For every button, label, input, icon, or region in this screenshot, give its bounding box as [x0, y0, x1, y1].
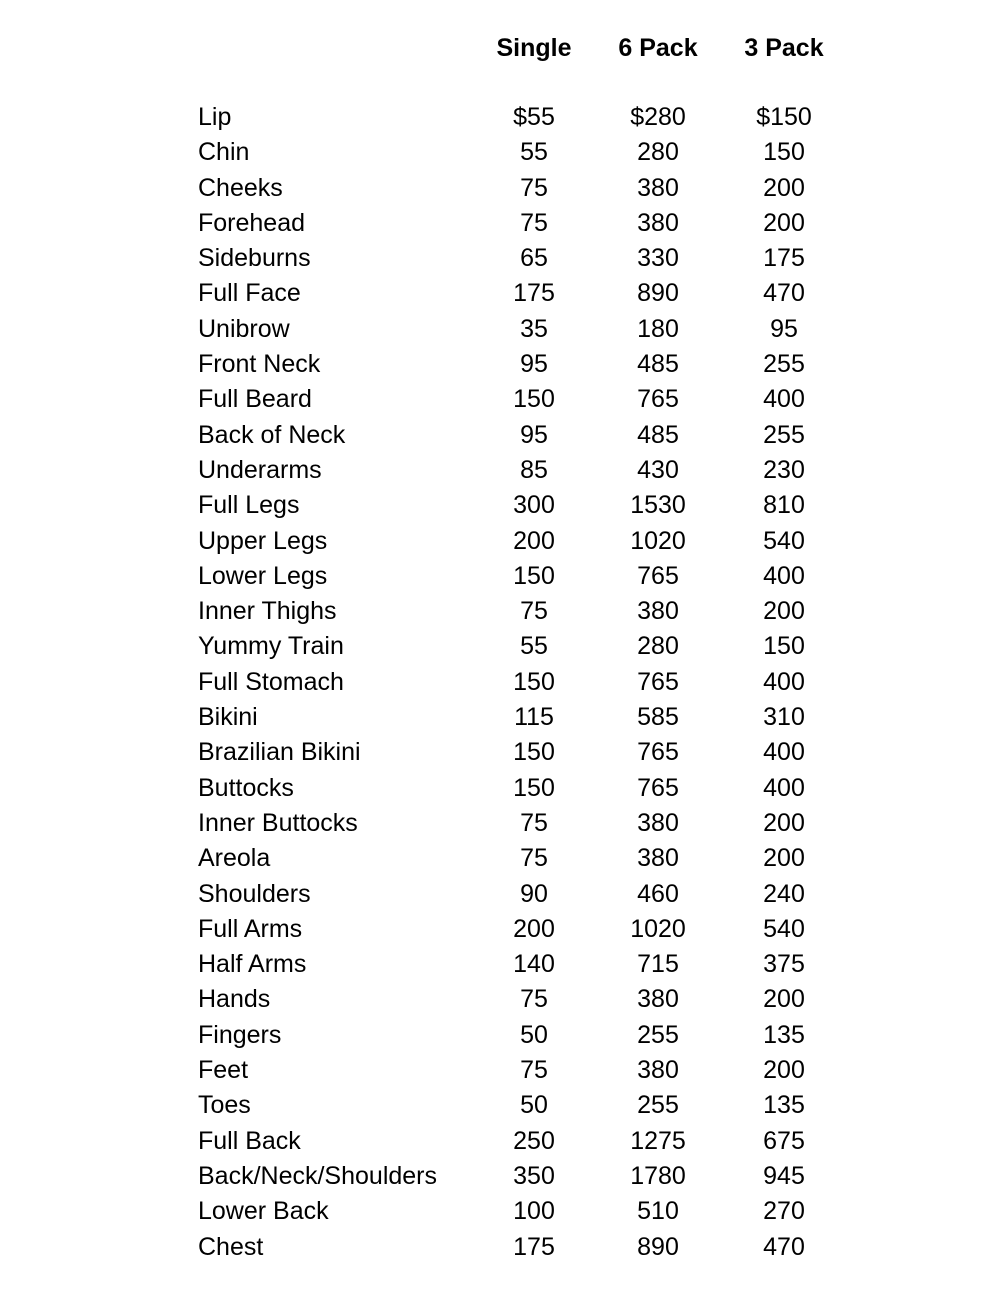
six-pack-price: 765 [637, 773, 679, 802]
three-pack-price: 200 [763, 173, 805, 202]
area-name: Full Back [198, 1126, 301, 1155]
six-pack-price: 280 [637, 632, 679, 661]
area-name: Underarms [198, 455, 322, 484]
area-name: Areola [198, 844, 271, 873]
area-name: Buttocks [198, 773, 294, 802]
table-row [0, 206, 1000, 241]
three-pack-price: 150 [763, 138, 805, 167]
single-price: 175 [513, 1232, 555, 1261]
three-pack-price: 400 [763, 561, 805, 590]
table-row [0, 877, 1000, 912]
single-price: 75 [520, 173, 548, 202]
table-row [0, 276, 1000, 311]
three-pack-price: 375 [763, 950, 805, 979]
six-pack-price: 765 [637, 667, 679, 696]
single-price: 50 [520, 1020, 548, 1049]
single-price: 65 [520, 244, 548, 273]
area-name: Toes [198, 1091, 251, 1120]
table-row [0, 735, 1000, 770]
area-name: Yummy Train [198, 632, 344, 661]
single-price: 200 [513, 914, 555, 943]
single-price: 150 [513, 561, 555, 590]
table-row [0, 594, 1000, 629]
three-pack-price: 540 [763, 526, 805, 555]
single-price: 90 [520, 879, 548, 908]
three-pack-price: 400 [763, 773, 805, 802]
area-name: Chin [198, 138, 250, 167]
area-name: Front Neck [198, 350, 321, 379]
three-pack-price: 200 [763, 597, 805, 626]
area-name: Fingers [198, 1020, 282, 1049]
area-name: Back of Neck [198, 420, 346, 449]
table-row [0, 665, 1000, 700]
three-pack-price: 310 [763, 703, 805, 732]
single-price: 95 [520, 420, 548, 449]
table-row [0, 1194, 1000, 1229]
six-pack-price: 765 [637, 738, 679, 767]
table-row [0, 629, 1000, 664]
table-row [0, 912, 1000, 947]
three-pack-price: 230 [763, 455, 805, 484]
three-pack-price: 270 [763, 1197, 805, 1226]
single-price: 35 [520, 314, 548, 343]
table-row [0, 241, 1000, 276]
three-pack-price: 200 [763, 844, 805, 873]
three-pack-price: 675 [763, 1126, 805, 1155]
three-pack-price: 200 [763, 1056, 805, 1085]
area-name: Chest [198, 1232, 264, 1261]
three-pack-price: 135 [763, 1020, 805, 1049]
area-name: Full Beard [198, 385, 312, 414]
area-name: Inner Thighs [198, 597, 337, 626]
area-name: Half Arms [198, 950, 307, 979]
single-price: 200 [513, 526, 555, 555]
table-row [0, 841, 1000, 876]
six-pack-price: 430 [637, 455, 679, 484]
six-pack-price: 485 [637, 420, 679, 449]
six-pack-price: 255 [637, 1020, 679, 1049]
area-name: Forehead [198, 208, 306, 237]
table-row [0, 418, 1000, 453]
single-price: 75 [520, 844, 548, 873]
six-pack-price: 380 [637, 844, 679, 873]
six-pack-price: 1530 [630, 491, 686, 520]
price-table [0, 100, 1000, 1265]
three-pack-price: 540 [763, 914, 805, 943]
six-pack-price: 380 [637, 808, 679, 837]
six-pack-price: 585 [637, 703, 679, 732]
area-name: Shoulders [198, 879, 311, 908]
three-pack-price: 945 [763, 1161, 805, 1190]
table-row [0, 1053, 1000, 1088]
area-name: Full Face [198, 279, 301, 308]
single-price: $55 [513, 103, 555, 131]
three-pack-price: 200 [763, 985, 805, 1014]
table-row [0, 1159, 1000, 1194]
single-price: 55 [520, 138, 548, 167]
table-row [0, 1124, 1000, 1159]
six-pack-price: 485 [637, 350, 679, 379]
single-price: 50 [520, 1091, 548, 1120]
three-pack-price: 400 [763, 738, 805, 767]
three-pack-price: 95 [770, 314, 798, 343]
header-three-pack: 3 Pack [744, 34, 824, 62]
single-price: 75 [520, 597, 548, 626]
table-row [0, 947, 1000, 982]
table-row [0, 135, 1000, 170]
area-name: Feet [198, 1056, 249, 1085]
six-pack-price: $280 [630, 103, 686, 131]
table-header [0, 30, 1000, 66]
single-price: 350 [513, 1161, 555, 1190]
three-pack-price: 470 [763, 279, 805, 308]
table-row [0, 1018, 1000, 1053]
area-name: Brazilian Bikini [198, 738, 361, 767]
six-pack-price: 890 [637, 279, 679, 308]
area-name: Upper Legs [198, 526, 328, 555]
table-row [0, 382, 1000, 417]
three-pack-price: 175 [763, 244, 805, 273]
six-pack-price: 255 [637, 1091, 679, 1120]
table-row [0, 312, 1000, 347]
six-pack-price: 280 [637, 138, 679, 167]
six-pack-price: 380 [637, 597, 679, 626]
single-price: 300 [513, 491, 555, 520]
single-price: 75 [520, 985, 548, 1014]
area-name: Sideburns [198, 244, 311, 273]
table-row [0, 453, 1000, 488]
area-name: Cheeks [198, 173, 283, 202]
three-pack-price: 200 [763, 808, 805, 837]
header-six-pack: 6 Pack [618, 34, 698, 62]
table-row [0, 806, 1000, 841]
single-price: 85 [520, 455, 548, 484]
three-pack-price: 150 [763, 632, 805, 661]
area-name: Back/Neck/Shoulders [198, 1161, 438, 1190]
three-pack-price: $150 [756, 103, 812, 131]
six-pack-price: 380 [637, 1056, 679, 1085]
six-pack-price: 765 [637, 561, 679, 590]
six-pack-price: 380 [637, 173, 679, 202]
single-price: 175 [513, 279, 555, 308]
six-pack-price: 180 [637, 314, 679, 343]
header-single: Single [496, 34, 572, 62]
six-pack-price: 1020 [630, 526, 686, 555]
single-price: 150 [513, 385, 555, 414]
six-pack-price: 330 [637, 244, 679, 273]
table-row [0, 700, 1000, 735]
table-row [0, 1230, 1000, 1265]
table-row [0, 771, 1000, 806]
single-price: 75 [520, 1056, 548, 1085]
area-name: Inner Buttocks [198, 808, 358, 837]
three-pack-price: 240 [763, 879, 805, 908]
six-pack-price: 765 [637, 385, 679, 414]
table-row [0, 347, 1000, 382]
single-price: 150 [513, 773, 555, 802]
single-price: 250 [513, 1126, 555, 1155]
single-price: 75 [520, 208, 548, 237]
six-pack-price: 1020 [630, 914, 686, 943]
six-pack-price: 715 [637, 950, 679, 979]
three-pack-price: 135 [763, 1091, 805, 1120]
six-pack-price: 1780 [630, 1161, 686, 1190]
three-pack-price: 470 [763, 1232, 805, 1261]
six-pack-price: 890 [637, 1232, 679, 1261]
table-row [0, 488, 1000, 523]
three-pack-price: 200 [763, 208, 805, 237]
table-row [0, 100, 1000, 135]
table-row [0, 1088, 1000, 1123]
six-pack-price: 1275 [630, 1126, 686, 1155]
table-row [0, 171, 1000, 206]
six-pack-price: 510 [637, 1197, 679, 1226]
single-price: 115 [514, 703, 554, 732]
single-price: 75 [520, 808, 548, 837]
table-row [0, 982, 1000, 1017]
three-pack-price: 810 [763, 491, 805, 520]
area-name: Full Legs [198, 491, 300, 520]
area-name: Full Stomach [198, 667, 344, 696]
single-price: 150 [513, 738, 555, 767]
six-pack-price: 380 [637, 208, 679, 237]
three-pack-price: 400 [763, 667, 805, 696]
six-pack-price: 380 [637, 985, 679, 1014]
area-name: Lower Back [198, 1197, 329, 1226]
three-pack-price: 400 [763, 385, 805, 414]
single-price: 100 [513, 1197, 555, 1226]
area-name: Lower Legs [198, 561, 328, 590]
six-pack-price: 460 [637, 879, 679, 908]
single-price: 95 [520, 350, 548, 379]
area-name: Lip [198, 103, 232, 131]
table-row [0, 524, 1000, 559]
area-name: Unibrow [198, 314, 290, 343]
area-name: Hands [198, 985, 271, 1014]
area-name: Bikini [198, 703, 258, 732]
three-pack-price: 255 [763, 350, 805, 379]
three-pack-price: 255 [763, 420, 805, 449]
single-price: 55 [520, 632, 548, 661]
area-name: Full Arms [198, 914, 303, 943]
single-price: 150 [513, 667, 555, 696]
table-row [0, 559, 1000, 594]
single-price: 140 [513, 950, 555, 979]
